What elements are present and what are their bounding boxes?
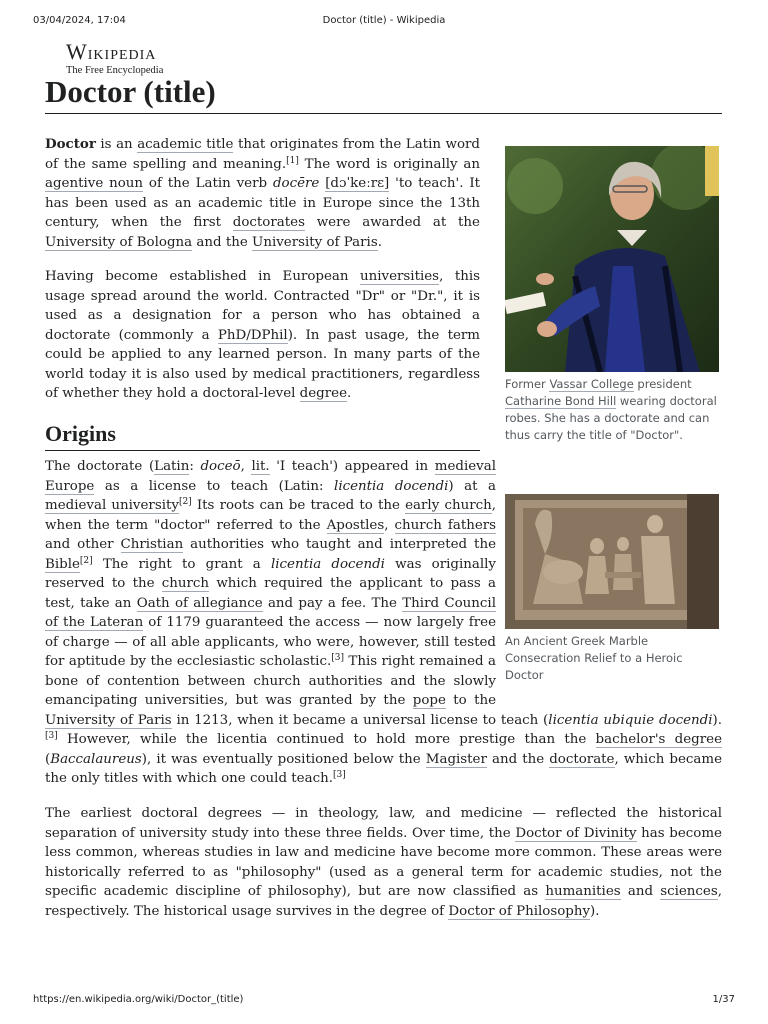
text: in 1213, when it became a universal license to teach ( <box>171 712 549 728</box>
link-degree[interactable]: degree <box>299 386 347 401</box>
text: to the <box>445 693 497 708</box>
link-university-of-paris-2[interactable]: University of Paris <box>45 712 172 728</box>
figure-catharine-bond-hill <box>505 146 719 444</box>
text: , which became the only titles with which one could teach. <box>45 751 722 786</box>
text: and <box>620 884 661 899</box>
bold-term: Doctor <box>45 136 96 152</box>
photo-woman-in-doctoral-robes[interactable] <box>505 146 719 372</box>
figure-caption-1 <box>505 376 719 444</box>
text: as a license to teach (Latin: <box>94 478 335 494</box>
text: were awarded at the <box>304 215 480 230</box>
text: was originally reserved to the <box>45 556 496 591</box>
text: , <box>240 459 252 474</box>
link-catharine-bond-hill[interactable]: Catharine Bond Hill <box>505 394 617 408</box>
text: However, while the licentia continued to hold more prestige than the <box>57 732 596 747</box>
link-early-church[interactable]: early church <box>405 498 492 513</box>
text: of 1179 guaranteed the access — now largely free of charge — of all able applicants, who were, however, still tested for aptitude by the ecclesiastic scholastic. <box>45 615 496 669</box>
text: The right to grant a <box>92 556 271 572</box>
ref-2[interactable]: [2] <box>178 497 192 507</box>
text: The doctorate ( <box>45 459 155 474</box>
text: , respectively. The historical usage survives in the degree of <box>45 884 722 919</box>
ref-3[interactable]: [3] <box>332 770 346 780</box>
text: Having become established in European <box>45 269 361 284</box>
link-sciences[interactable]: sciences <box>660 884 718 899</box>
link-phd-dphil[interactable]: PhD/DPhil <box>217 327 288 343</box>
ref-3[interactable]: [3] <box>331 653 344 663</box>
intro-paragraph-1 <box>45 135 480 252</box>
figure-marble-relief <box>505 494 719 684</box>
latin-term: licentia docendi <box>270 556 385 572</box>
text: ). <box>712 712 722 728</box>
text: ). <box>590 903 600 919</box>
text: is an <box>95 137 138 152</box>
text: This right remained a bone of contention between church authorities and the slowly emancipating universities, but was granted by the <box>45 654 496 708</box>
latin-term: licentia ubiquie docendi <box>548 712 713 728</box>
text: 'I teach') appeared in <box>269 459 435 474</box>
text: that originates from the Latin word of the same spelling and meaning. <box>45 137 480 172</box>
logo-wordmark: Wikipedia <box>66 39 157 64</box>
text: wearing doctoral robes. She has a doctorate and can thus carry the title of "Doctor". <box>505 394 717 442</box>
text: and other <box>45 537 121 552</box>
text: and the <box>486 751 550 767</box>
latin-term: doceō <box>200 459 241 474</box>
text: Former <box>505 377 550 391</box>
section-heading-origins: Origins <box>45 420 480 451</box>
ref-1[interactable]: [1] <box>286 155 299 166</box>
text: : <box>189 459 201 474</box>
text: ), it was eventually positioned below the <box>141 751 426 767</box>
text: has become less common, whereas studies in law and medicine have become more common. These areas were historically referred to as "philosophy" (used as a general term for academic studies, not the specific academic discipline of philosophy), but are now classified as <box>45 825 722 899</box>
link-university-of-paris[interactable]: University of Paris <box>252 234 378 250</box>
link-academic-title[interactable]: academic title <box>137 137 234 152</box>
text: 'to teach'. It has been used as an academic title in Europe since the 13th century, when the first <box>45 176 481 230</box>
wikipedia-logo[interactable] <box>66 41 163 77</box>
link-doctor-of-philosophy[interactable]: Doctor of Philosophy <box>448 903 591 919</box>
latin-term: docēre <box>272 176 320 191</box>
latin-term: licentia docendi <box>334 478 449 494</box>
link-doctor-of-divinity[interactable]: Doctor of Divinity <box>515 825 637 841</box>
link-third-council-of-the-lateran[interactable]: Third Council of the Lateran <box>45 595 496 630</box>
text: , this usage spread around the world. Contracted "Dr" or "Dr.", it is used as a designation for a person who has obtained a doctorate (commonly a <box>45 269 480 343</box>
link-vassar-college[interactable]: Vassar College <box>549 377 634 391</box>
link-agentive-noun[interactable]: agentive noun <box>45 176 144 191</box>
photo-illustration <box>505 146 719 372</box>
text: ). In past usage, the term could be applied to any learned person. In many parts of the world today it is also used by medical practitioners, regardless of whether they hold a doctoral-level <box>45 327 480 401</box>
text: . <box>347 386 352 401</box>
link-lit[interactable]: lit. <box>251 459 270 474</box>
intro-paragraph-2 <box>45 267 480 404</box>
text: ) at a <box>448 478 496 494</box>
link-oath-of-allegiance[interactable]: Oath of allegiance <box>136 595 263 611</box>
link-humanities[interactable]: humanities <box>545 884 621 899</box>
text: of the Latin verb <box>143 176 273 191</box>
text: and the <box>192 234 253 250</box>
link-bible[interactable]: Bible <box>45 556 80 572</box>
text: The word is originally an <box>298 156 480 172</box>
link-magister[interactable]: Magister <box>425 751 487 767</box>
relief-illustration <box>505 494 719 629</box>
text: and pay a fee. The <box>262 595 403 611</box>
photo-marble-relief[interactable] <box>505 494 719 629</box>
page-title: Doctor (title) <box>45 73 722 114</box>
logo-tagline: The Free Encyclopedia <box>66 65 164 76</box>
text: ( <box>45 751 51 767</box>
text: which required the applicant to pass a test, take an <box>45 576 496 611</box>
link-ipa[interactable]: [dɔˈkeːrɛ] <box>325 176 390 191</box>
figure-caption-2: An Ancient Greek Marble Consecration Relief to a Heroic Doctor <box>505 634 683 682</box>
origins-paragraph-2 <box>45 804 722 921</box>
text: . <box>377 234 382 250</box>
text: The earliest doctoral degrees — in theology, law, and medicine — reflected the historical separation of university study into these three fields. Over time, the <box>45 806 722 841</box>
link-doctorate[interactable]: doctorate <box>549 751 615 767</box>
ref-2[interactable]: [2] <box>79 555 93 566</box>
link-latin[interactable]: Latin <box>154 459 190 474</box>
text: , <box>384 517 395 533</box>
link-church[interactable]: church <box>161 576 210 591</box>
text: Its roots can be traced to the <box>191 498 406 513</box>
link-apostles[interactable]: Apostles <box>326 517 385 533</box>
latin-term: Baccalaureus <box>50 751 142 767</box>
link-medieval-university[interactable]: medieval university <box>45 498 179 513</box>
text: , when the term "doctor" referred to the <box>45 498 496 533</box>
link-universities[interactable]: universities <box>360 269 440 284</box>
print-datetime: 03/04/2024, 17:04 <box>33 15 126 26</box>
text: president <box>633 377 692 391</box>
text: authorities who taught and interpreted the <box>183 537 496 552</box>
print-page-count: 1/37 <box>712 994 735 1005</box>
link-church-fathers[interactable]: church fathers <box>394 517 497 533</box>
print-page-title: Doctor (title) - Wikipedia <box>322 15 446 26</box>
link-university-of-bologna[interactable]: University of Bologna <box>45 234 193 250</box>
link-pope[interactable]: pope <box>412 693 446 708</box>
link-bachelors-degree[interactable]: bachelor's degree <box>595 732 722 747</box>
ref-3[interactable]: [3] <box>45 731 58 741</box>
link-medieval-europe[interactable]: medieval Europe <box>45 459 496 494</box>
link-christian[interactable]: Christian <box>120 537 184 552</box>
print-url: https://en.wikipedia.org/wiki/Doctor_(title) <box>33 994 244 1005</box>
link-doctorates[interactable]: doctorates <box>232 215 305 230</box>
